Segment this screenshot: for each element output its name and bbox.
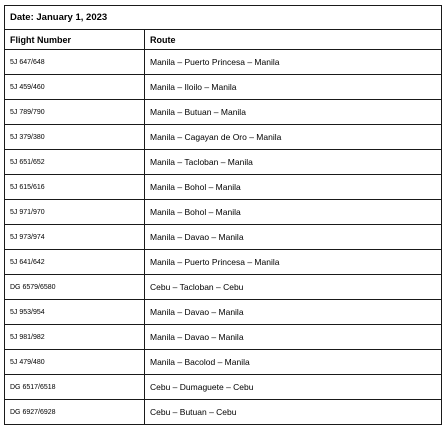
flight-number-cell: 5J 459/460 xyxy=(5,75,145,100)
route-cell: Cebu – Butuan – Cebu xyxy=(145,400,442,425)
flight-number-cell: 5J 789/790 xyxy=(5,100,145,125)
route-cell: Manila – Iloilo – Manila xyxy=(145,75,442,100)
table-row xyxy=(5,150,442,175)
flight-number-cell: 5J 981/982 xyxy=(5,325,145,350)
flight-number-cell: DG 6927/6928 xyxy=(5,400,145,425)
route-cell: Cebu – Dumaguete – Cebu xyxy=(145,375,442,400)
route-cell: Manila – Davao – Manila xyxy=(145,225,442,250)
table-row xyxy=(5,325,442,350)
route-cell: Manila – Bacolod – Manila xyxy=(145,350,442,375)
flight-number-cell: 5J 479/480 xyxy=(5,350,145,375)
table-row xyxy=(5,400,442,425)
table-row xyxy=(5,125,442,150)
route-cell: Manila – Cagayan de Oro – Manila xyxy=(145,125,442,150)
flight-number-cell: DG 6579/6580 xyxy=(5,275,145,300)
flight-number-cell: 5J 971/970 xyxy=(5,200,145,225)
flight-number-cell: DG 6517/6518 xyxy=(5,375,145,400)
table-row xyxy=(5,275,442,300)
header-row xyxy=(5,30,442,50)
flight-number-cell: 5J 973/974 xyxy=(5,225,145,250)
table-row xyxy=(5,75,442,100)
table-row xyxy=(5,175,442,200)
route-cell: Manila – Bohol – Manila xyxy=(145,175,442,200)
route-cell: Manila – Puerto Princesa – Manila xyxy=(145,250,442,275)
flight-number-cell: 5J 953/954 xyxy=(5,300,145,325)
flight-number-cell: 5J 641/642 xyxy=(5,250,145,275)
flight-number-cell: 5J 379/380 xyxy=(5,125,145,150)
flight-schedule-document xyxy=(4,5,441,439)
flight-number-cell: 5J 615/616 xyxy=(5,175,145,200)
route-cell: Cebu – Tacloban – Cebu xyxy=(145,275,442,300)
flight-table-body xyxy=(5,6,442,425)
route-cell: Manila – Puerto Princesa – Manila xyxy=(145,50,442,75)
route-cell: Manila – Bohol – Manila xyxy=(145,200,442,225)
flight-table xyxy=(4,5,442,425)
table-row xyxy=(5,375,442,400)
table-row xyxy=(5,250,442,275)
date-label: Date: January 1, 2023 xyxy=(5,6,442,30)
date-row xyxy=(5,6,442,30)
table-row xyxy=(5,300,442,325)
route-cell: Manila – Butuan – Manila xyxy=(145,100,442,125)
route-cell: Manila – Davao – Manila xyxy=(145,325,442,350)
flight-number-header: Flight Number xyxy=(5,30,145,50)
flight-number-cell: 5J 651/652 xyxy=(5,150,145,175)
table-row xyxy=(5,50,442,75)
table-row xyxy=(5,200,442,225)
table-row xyxy=(5,350,442,375)
route-cell: Manila – Davao – Manila xyxy=(145,300,442,325)
table-row xyxy=(5,225,442,250)
route-header: Route xyxy=(145,30,442,50)
table-row xyxy=(5,100,442,125)
flight-number-cell: 5J 647/648 xyxy=(5,50,145,75)
route-cell: Manila – Tacloban – Manila xyxy=(145,150,442,175)
